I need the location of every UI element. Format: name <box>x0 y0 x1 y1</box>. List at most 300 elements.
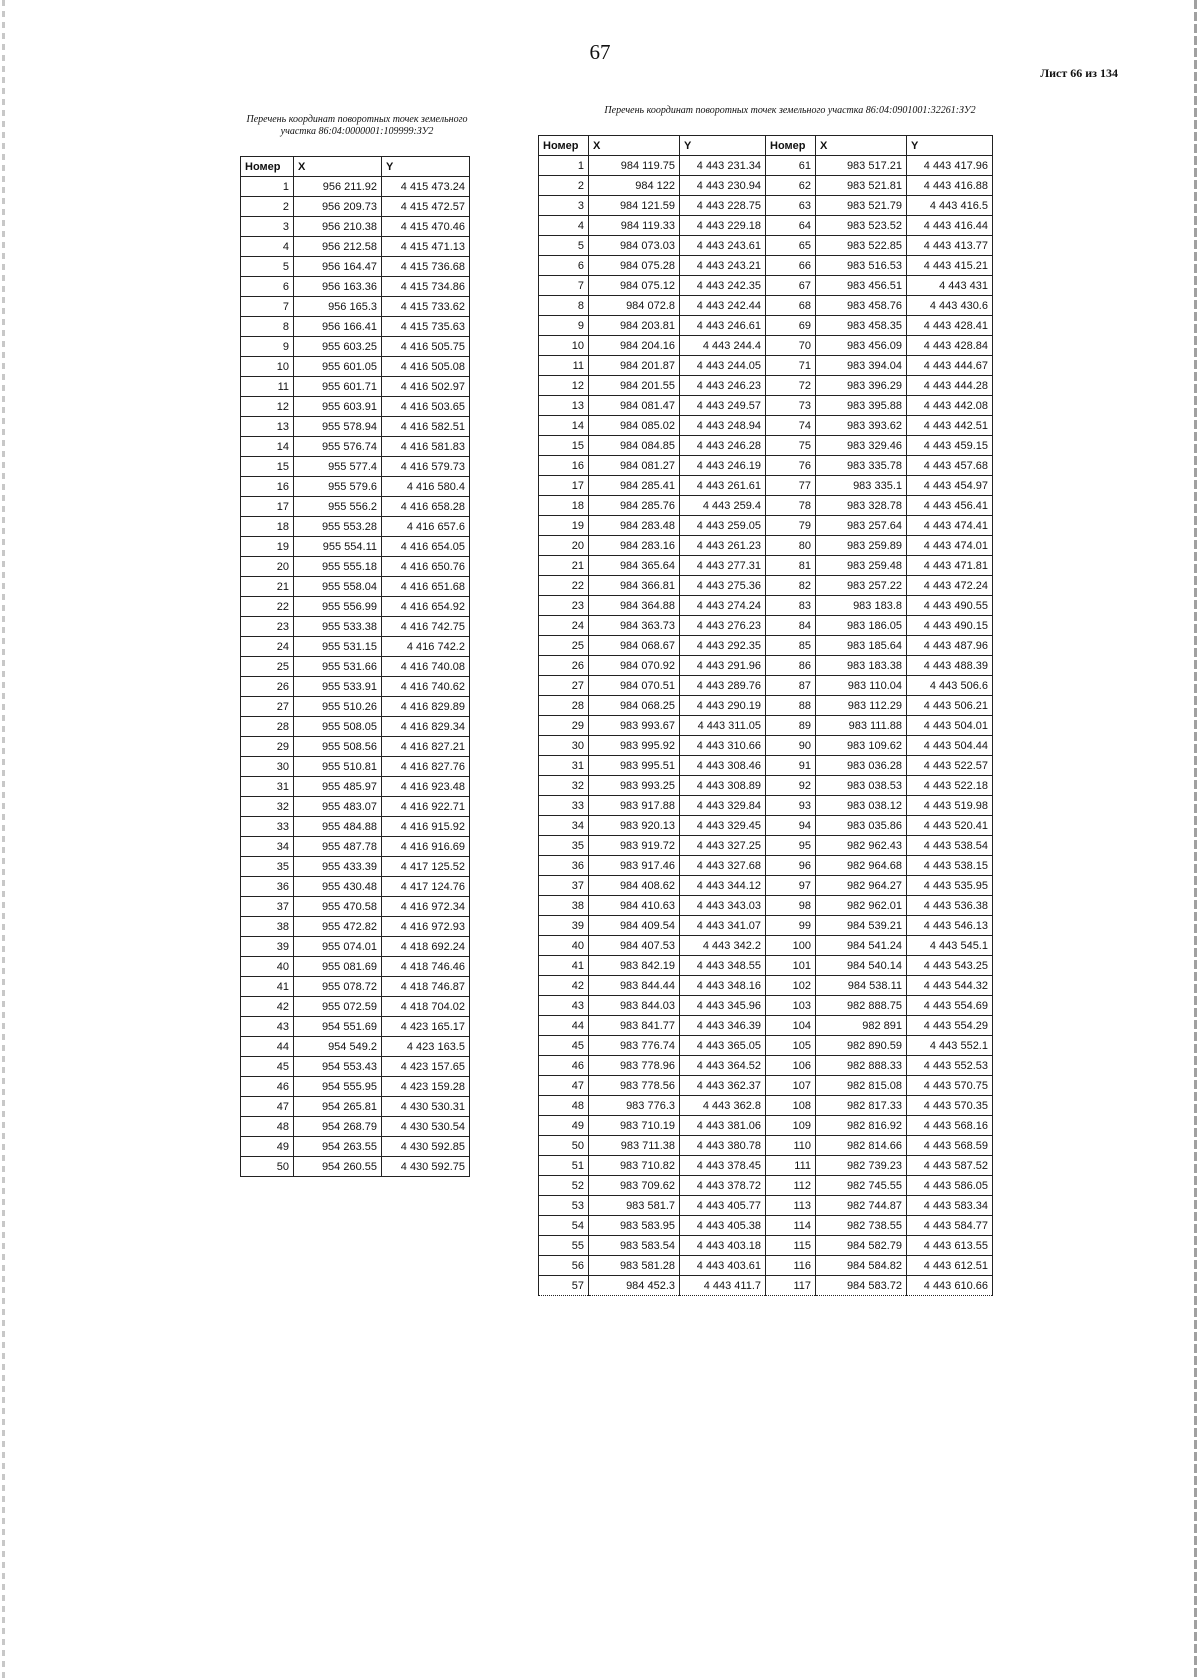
cell-x: 984 068.25 <box>589 696 680 716</box>
cell-number: 17 <box>539 476 589 496</box>
table-row <box>539 316 993 336</box>
table-header-row <box>539 136 993 156</box>
cell-y-2: 4 443 428.84 <box>907 336 993 356</box>
table-row <box>539 1056 993 1076</box>
cell-y: 4 443 259.4 <box>680 496 766 516</box>
cell-y-2: 4 443 522.57 <box>907 756 993 776</box>
cell-number: 20 <box>241 557 294 577</box>
cell-y: 4 443 345.96 <box>680 996 766 1016</box>
cell-number: 33 <box>539 796 589 816</box>
cell-x: 955 556.2 <box>294 497 382 517</box>
table-row <box>241 457 470 477</box>
cell-x-2: 983 259.89 <box>816 536 907 556</box>
cell-x: 955 601.05 <box>294 357 382 377</box>
cell-number: 31 <box>241 777 294 797</box>
cell-x: 956 211.92 <box>294 177 382 197</box>
table-row <box>539 716 993 736</box>
cell-number: 21 <box>241 577 294 597</box>
cell-y: 4 416 654.92 <box>382 597 470 617</box>
table-row <box>241 657 470 677</box>
cell-x-2: 983 335.1 <box>816 476 907 496</box>
table-row <box>241 357 470 377</box>
cell-x: 954 553.43 <box>294 1057 382 1077</box>
table-row <box>241 337 470 357</box>
cell-y: 4 430 592.75 <box>382 1157 470 1177</box>
table-row <box>241 1097 470 1117</box>
cell-x: 954 265.81 <box>294 1097 382 1117</box>
cell-y: 4 443 230.94 <box>680 176 766 196</box>
cell-y-2: 4 443 490.55 <box>907 596 993 616</box>
cell-number: 44 <box>241 1037 294 1057</box>
cell-y: 4 443 259.05 <box>680 516 766 536</box>
cell-y: 4 416 923.48 <box>382 777 470 797</box>
table-row <box>539 476 993 496</box>
cell-number: 22 <box>539 576 589 596</box>
cell-number: 27 <box>241 697 294 717</box>
cell-x: 983 995.92 <box>589 736 680 756</box>
cell-number-2: 75 <box>766 436 816 456</box>
cell-number-2: 99 <box>766 916 816 936</box>
cell-number: 51 <box>539 1156 589 1176</box>
cell-y: 4 443 362.37 <box>680 1076 766 1096</box>
cell-x: 984 081.47 <box>589 396 680 416</box>
table-row <box>241 697 470 717</box>
cell-number-2: 94 <box>766 816 816 836</box>
cell-y: 4 443 327.25 <box>680 836 766 856</box>
table-row <box>241 737 470 757</box>
header-number: Номер <box>241 157 294 177</box>
table-row <box>539 756 993 776</box>
right-table-caption: Перечень координат поворотных точек земельного участка 86:04:0901001:32261:ЗУ2 <box>604 105 976 116</box>
table-row <box>539 656 993 676</box>
cell-number-2: 81 <box>766 556 816 576</box>
cell-number-2: 78 <box>766 496 816 516</box>
table-row <box>539 536 993 556</box>
cell-x-2: 983 185.64 <box>816 636 907 656</box>
table-row <box>539 456 993 476</box>
cell-y-2: 4 443 444.28 <box>907 376 993 396</box>
cell-number: 11 <box>241 377 294 397</box>
table-row <box>539 896 993 916</box>
table-row <box>539 996 993 1016</box>
cell-number: 4 <box>539 216 589 236</box>
cell-number-2: 114 <box>766 1216 816 1236</box>
cell-x: 955 510.81 <box>294 757 382 777</box>
cell-y: 4 443 311.05 <box>680 716 766 736</box>
table-header-row <box>241 157 470 177</box>
cell-number-2: 101 <box>766 956 816 976</box>
table-row <box>539 916 993 936</box>
table-row <box>241 817 470 837</box>
cell-x: 984 285.76 <box>589 496 680 516</box>
cell-y-2: 4 443 456.41 <box>907 496 993 516</box>
cell-x: 955 081.69 <box>294 957 382 977</box>
cell-x-2: 983 112.29 <box>816 696 907 716</box>
cell-y-2: 4 443 504.01 <box>907 716 993 736</box>
table-row <box>241 917 470 937</box>
cell-x-2: 983 393.62 <box>816 416 907 436</box>
cell-x-2: 983 111.88 <box>816 716 907 736</box>
cell-number-2: 61 <box>766 156 816 176</box>
cell-x-2: 983 257.22 <box>816 576 907 596</box>
cell-y: 4 443 403.18 <box>680 1236 766 1256</box>
cell-number: 31 <box>539 756 589 776</box>
cell-y: 4 418 704.02 <box>382 997 470 1017</box>
cell-y: 4 418 746.87 <box>382 977 470 997</box>
cell-number: 9 <box>241 337 294 357</box>
cell-number: 14 <box>539 416 589 436</box>
cell-y-2: 4 443 506.6 <box>907 676 993 696</box>
cell-number-2: 84 <box>766 616 816 636</box>
cell-number: 53 <box>539 1196 589 1216</box>
table-row <box>241 617 470 637</box>
cell-y-2: 4 443 535.95 <box>907 876 993 896</box>
table-row <box>539 256 993 276</box>
table-row <box>241 197 470 217</box>
cell-x-2: 983 395.88 <box>816 396 907 416</box>
cell-x: 984 075.28 <box>589 256 680 276</box>
cell-y-2: 4 443 568.59 <box>907 1136 993 1156</box>
cell-y: 4 415 735.63 <box>382 317 470 337</box>
cell-x: 984 283.48 <box>589 516 680 536</box>
cell-number: 43 <box>539 996 589 1016</box>
cell-x: 983 995.51 <box>589 756 680 776</box>
cell-x-2: 983 110.04 <box>816 676 907 696</box>
table-row <box>539 296 993 316</box>
table-row <box>241 837 470 857</box>
table-row <box>241 557 470 577</box>
cell-number: 24 <box>241 637 294 657</box>
scan-edge-right <box>1194 0 1197 1678</box>
table-row <box>539 1216 993 1236</box>
cell-number-2: 72 <box>766 376 816 396</box>
cell-number: 23 <box>241 617 294 637</box>
cell-number-2: 90 <box>766 736 816 756</box>
cell-x: 955 576.74 <box>294 437 382 457</box>
table-row <box>241 177 470 197</box>
cell-y: 4 416 827.21 <box>382 737 470 757</box>
cell-x: 983 776.3 <box>589 1096 680 1116</box>
table-row <box>539 1036 993 1056</box>
cell-number: 49 <box>539 1116 589 1136</box>
cell-number-2: 62 <box>766 176 816 196</box>
cell-number-2: 105 <box>766 1036 816 1056</box>
cell-x-2: 984 539.21 <box>816 916 907 936</box>
cell-x-2: 982 888.33 <box>816 1056 907 1076</box>
cell-number-2: 76 <box>766 456 816 476</box>
cell-number-2: 117 <box>766 1276 816 1296</box>
cell-number: 41 <box>539 956 589 976</box>
cell-number-2: 102 <box>766 976 816 996</box>
cell-number: 12 <box>241 397 294 417</box>
cell-x: 984 119.75 <box>589 156 680 176</box>
cell-x: 955 531.15 <box>294 637 382 657</box>
cell-y: 4 430 592.85 <box>382 1137 470 1157</box>
cell-number: 56 <box>539 1256 589 1276</box>
cell-y: 4 416 505.75 <box>382 337 470 357</box>
cell-number: 46 <box>539 1056 589 1076</box>
cell-y-2: 4 443 568.16 <box>907 1116 993 1136</box>
table-row <box>241 597 470 617</box>
cell-y-2: 4 443 413.77 <box>907 236 993 256</box>
cell-x-2: 982 816.92 <box>816 1116 907 1136</box>
cell-y: 4 416 658.28 <box>382 497 470 517</box>
cell-x: 954 551.69 <box>294 1017 382 1037</box>
cell-number: 28 <box>241 717 294 737</box>
cell-number-2: 112 <box>766 1176 816 1196</box>
cell-y: 4 416 582.51 <box>382 417 470 437</box>
cell-number: 3 <box>241 217 294 237</box>
table-row <box>539 416 993 436</box>
table-row <box>539 616 993 636</box>
table-row <box>241 977 470 997</box>
cell-y-2: 4 443 554.69 <box>907 996 993 1016</box>
cell-x: 983 710.19 <box>589 1116 680 1136</box>
cell-x: 956 212.58 <box>294 237 382 257</box>
cell-x: 984 283.16 <box>589 536 680 556</box>
cell-number: 34 <box>539 816 589 836</box>
cell-x: 984 364.88 <box>589 596 680 616</box>
cell-y: 4 443 246.28 <box>680 436 766 456</box>
cell-y-2: 4 443 490.15 <box>907 616 993 636</box>
cell-number: 27 <box>539 676 589 696</box>
sheet-label: Лист 66 из 134 <box>1040 66 1118 80</box>
cell-x: 955 470.58 <box>294 897 382 917</box>
cell-x: 984 285.41 <box>589 476 680 496</box>
cell-x: 983 993.67 <box>589 716 680 736</box>
cell-y: 4 415 470.46 <box>382 217 470 237</box>
table-row <box>241 1157 470 1177</box>
cell-x: 955 487.78 <box>294 837 382 857</box>
cell-y: 4 443 378.72 <box>680 1176 766 1196</box>
cell-number: 55 <box>539 1236 589 1256</box>
cell-number: 45 <box>539 1036 589 1056</box>
cell-x: 955 074.01 <box>294 937 382 957</box>
cell-number: 19 <box>539 516 589 536</box>
cell-y: 4 443 276.23 <box>680 616 766 636</box>
cell-x: 955 508.05 <box>294 717 382 737</box>
table-row <box>539 836 993 856</box>
cell-x: 984 070.51 <box>589 676 680 696</box>
cell-x: 984 204.16 <box>589 336 680 356</box>
cell-x: 954 549.2 <box>294 1037 382 1057</box>
cell-number: 25 <box>241 657 294 677</box>
cell-y-2: 4 443 538.54 <box>907 836 993 856</box>
cell-y: 4 443 261.61 <box>680 476 766 496</box>
cell-y: 4 423 163.5 <box>382 1037 470 1057</box>
cell-y: 4 443 246.23 <box>680 376 766 396</box>
cell-number: 11 <box>539 356 589 376</box>
table-row <box>241 257 470 277</box>
cell-number: 2 <box>241 197 294 217</box>
cell-x-2: 983 523.52 <box>816 216 907 236</box>
cell-x-2: 982 815.08 <box>816 1076 907 1096</box>
cell-x-2: 983 038.12 <box>816 796 907 816</box>
cell-x-2: 984 540.14 <box>816 956 907 976</box>
table-row <box>241 477 470 497</box>
cell-x: 955 485.97 <box>294 777 382 797</box>
cell-y: 4 443 405.38 <box>680 1216 766 1236</box>
cell-number: 42 <box>539 976 589 996</box>
cell-number: 10 <box>539 336 589 356</box>
table-row <box>539 496 993 516</box>
cell-y: 4 415 733.62 <box>382 297 470 317</box>
cell-x: 984 409.54 <box>589 916 680 936</box>
cell-number-2: 77 <box>766 476 816 496</box>
cell-number: 19 <box>241 537 294 557</box>
cell-y-2: 4 443 536.38 <box>907 896 993 916</box>
cell-y: 4 415 734.86 <box>382 277 470 297</box>
cell-number: 47 <box>539 1076 589 1096</box>
cell-y: 4 443 243.61 <box>680 236 766 256</box>
table-row <box>539 1176 993 1196</box>
cell-number: 13 <box>539 396 589 416</box>
cell-y: 4 443 308.46 <box>680 756 766 776</box>
cell-number: 15 <box>539 436 589 456</box>
table-row <box>539 176 993 196</box>
cell-x-2: 983 394.04 <box>816 356 907 376</box>
cell-x: 955 531.66 <box>294 657 382 677</box>
cell-number-2: 116 <box>766 1256 816 1276</box>
cell-y: 4 416 581.83 <box>382 437 470 457</box>
cell-x-2: 983 456.51 <box>816 276 907 296</box>
cell-y: 4 443 378.45 <box>680 1156 766 1176</box>
cell-x: 984 081.27 <box>589 456 680 476</box>
cell-number: 7 <box>539 276 589 296</box>
cell-y-2: 4 443 519.98 <box>907 796 993 816</box>
cell-x: 983 776.74 <box>589 1036 680 1056</box>
cell-y-2: 4 443 583.34 <box>907 1196 993 1216</box>
cell-number: 5 <box>539 236 589 256</box>
table-row <box>241 1017 470 1037</box>
cell-y: 4 417 125.52 <box>382 857 470 877</box>
cell-x: 983 917.46 <box>589 856 680 876</box>
cell-y-2: 4 443 546.13 <box>907 916 993 936</box>
cell-x: 984 366.81 <box>589 576 680 596</box>
table-row <box>241 397 470 417</box>
cell-number-2: 98 <box>766 896 816 916</box>
cell-x: 955 510.26 <box>294 697 382 717</box>
table-row <box>539 1236 993 1256</box>
cell-y-2: 4 443 570.75 <box>907 1076 993 1096</box>
cell-x-2: 982 890.59 <box>816 1036 907 1056</box>
cell-x: 983 917.88 <box>589 796 680 816</box>
cell-x-2: 982 891 <box>816 1016 907 1036</box>
cell-y: 4 416 972.93 <box>382 917 470 937</box>
cell-y-2: 4 443 428.41 <box>907 316 993 336</box>
cell-number-2: 71 <box>766 356 816 376</box>
table-row <box>539 936 993 956</box>
cell-x: 955 558.04 <box>294 577 382 597</box>
cell-number: 44 <box>539 1016 589 1036</box>
cell-y-2: 4 443 612.51 <box>907 1256 993 1276</box>
header-y: Y <box>382 157 470 177</box>
cell-x: 984 410.63 <box>589 896 680 916</box>
cell-number-2: 65 <box>766 236 816 256</box>
table-row <box>539 736 993 756</box>
cell-number: 46 <box>241 1077 294 1097</box>
cell-number-2: 106 <box>766 1056 816 1076</box>
cell-y: 4 416 657.6 <box>382 517 470 537</box>
table-row <box>539 1096 993 1116</box>
cell-y: 4 443 411.7 <box>680 1276 766 1296</box>
cell-y: 4 423 165.17 <box>382 1017 470 1037</box>
cell-y: 4 416 922.71 <box>382 797 470 817</box>
cell-y-2: 4 443 416.5 <box>907 196 993 216</box>
cell-x: 983 842.19 <box>589 956 680 976</box>
cell-y: 4 443 277.31 <box>680 556 766 576</box>
table-row <box>241 1057 470 1077</box>
table-row <box>539 516 993 536</box>
cell-x: 955 577.4 <box>294 457 382 477</box>
cell-number-2: 82 <box>766 576 816 596</box>
cell-y-2: 4 443 417.96 <box>907 156 993 176</box>
cell-x-2: 983 329.46 <box>816 436 907 456</box>
cell-x: 983 710.82 <box>589 1156 680 1176</box>
cell-number: 35 <box>539 836 589 856</box>
cell-x: 955 508.56 <box>294 737 382 757</box>
cell-x: 955 433.39 <box>294 857 382 877</box>
header-number-2: Номер <box>766 136 816 156</box>
cell-number: 49 <box>241 1137 294 1157</box>
cell-y: 4 416 505.08 <box>382 357 470 377</box>
cell-y: 4 416 742.2 <box>382 637 470 657</box>
cell-y: 4 423 159.28 <box>382 1077 470 1097</box>
cell-x: 955 472.82 <box>294 917 382 937</box>
cell-y: 4 443 348.16 <box>680 976 766 996</box>
table-row <box>539 676 993 696</box>
cell-y: 4 443 346.39 <box>680 1016 766 1036</box>
table-row <box>539 596 993 616</box>
left-coordinates-table <box>240 156 470 1177</box>
cell-x: 984 085.02 <box>589 416 680 436</box>
cell-y: 4 443 403.61 <box>680 1256 766 1276</box>
cell-y: 4 443 290.19 <box>680 696 766 716</box>
cell-number: 12 <box>539 376 589 396</box>
table-row <box>241 537 470 557</box>
cell-y-2: 4 443 442.08 <box>907 396 993 416</box>
table-row <box>539 1116 993 1136</box>
cell-x: 983 709.62 <box>589 1176 680 1196</box>
cell-x-2: 983 335.78 <box>816 456 907 476</box>
cell-y-2: 4 443 552.1 <box>907 1036 993 1056</box>
cell-y: 4 443 365.05 <box>680 1036 766 1056</box>
cell-number-2: 69 <box>766 316 816 336</box>
cell-x-2: 982 738.55 <box>816 1216 907 1236</box>
cell-x: 984 365.64 <box>589 556 680 576</box>
header-number: Номер <box>539 136 589 156</box>
cell-number: 41 <box>241 977 294 997</box>
cell-y-2: 4 443 545.1 <box>907 936 993 956</box>
cell-x: 983 920.13 <box>589 816 680 836</box>
cell-y: 4 443 242.44 <box>680 296 766 316</box>
cell-number: 52 <box>539 1176 589 1196</box>
cell-number: 16 <box>539 456 589 476</box>
cell-y: 4 443 228.75 <box>680 196 766 216</box>
cell-y: 4 443 248.94 <box>680 416 766 436</box>
header-x: X <box>294 157 382 177</box>
cell-number-2: 79 <box>766 516 816 536</box>
cell-y-2: 4 443 416.88 <box>907 176 993 196</box>
cell-number: 9 <box>539 316 589 336</box>
cell-y: 4 423 157.65 <box>382 1057 470 1077</box>
cell-x-2: 982 962.43 <box>816 836 907 856</box>
cell-y: 4 416 829.89 <box>382 697 470 717</box>
table-row <box>241 377 470 397</box>
header-x: X <box>589 136 680 156</box>
cell-x: 984 084.85 <box>589 436 680 456</box>
cell-number: 3 <box>539 196 589 216</box>
